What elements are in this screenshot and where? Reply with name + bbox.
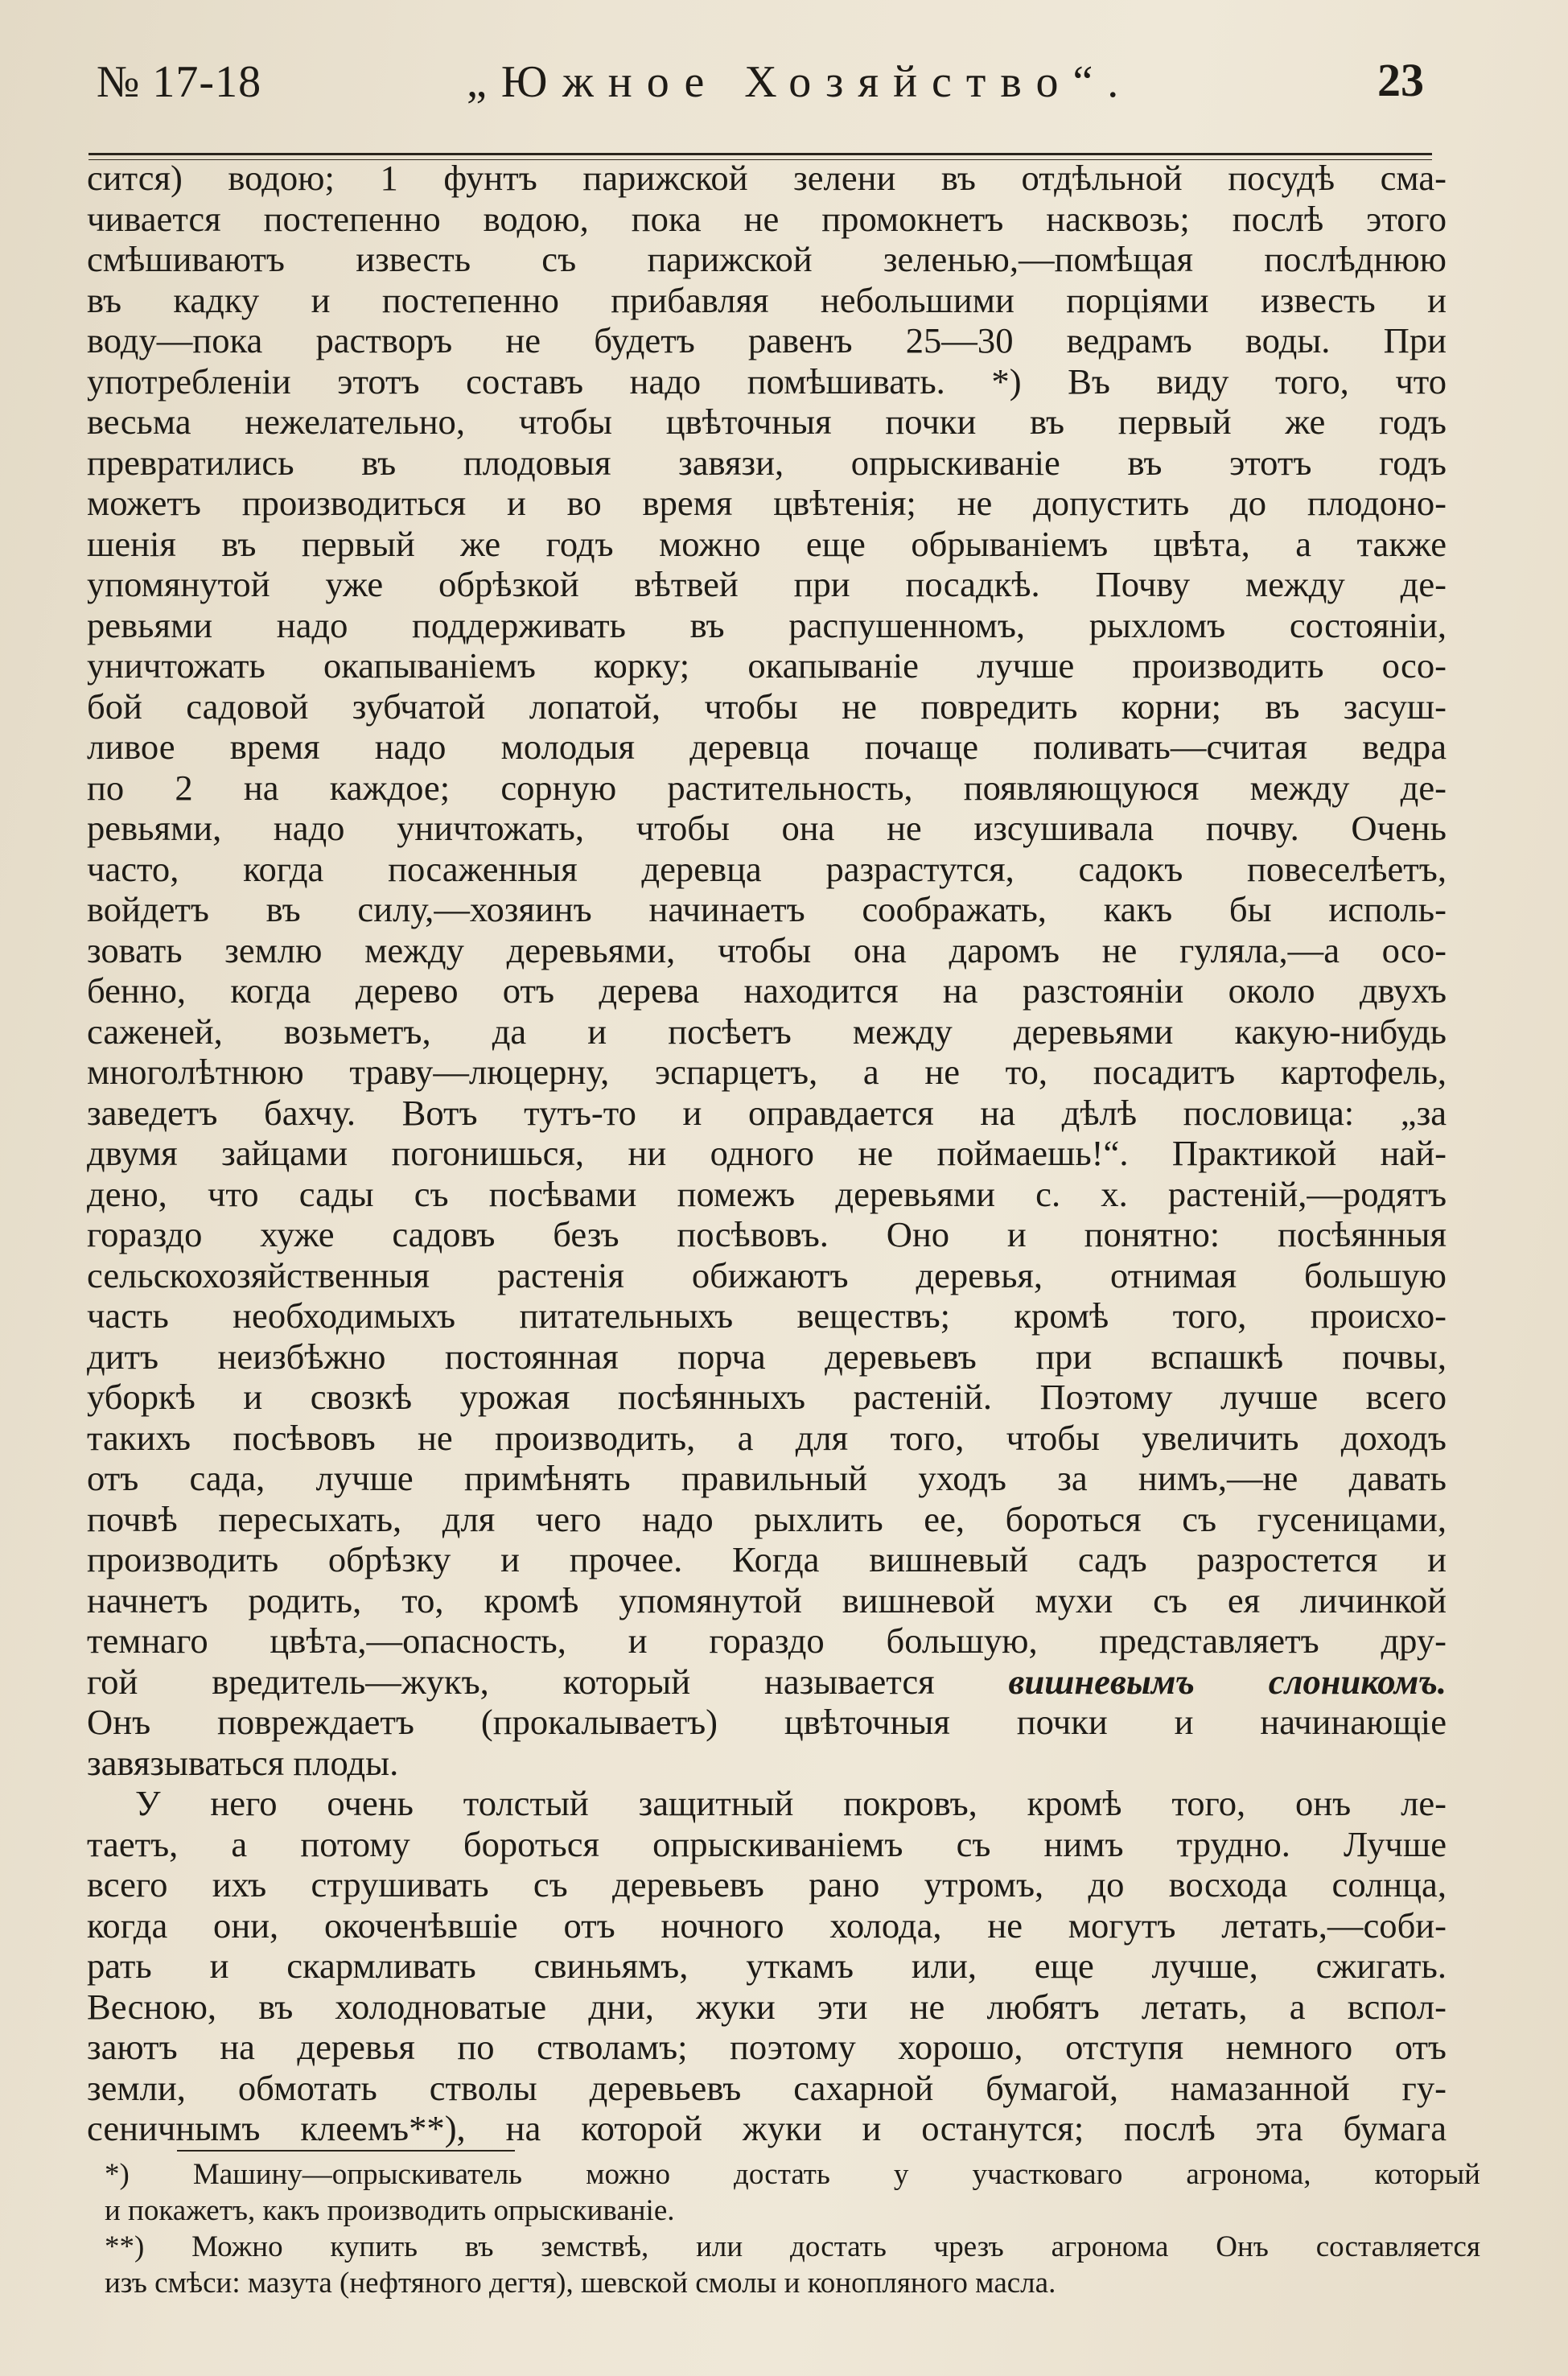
paragraph-1 — [87, 158, 1447, 1783]
text-line-with-term — [87, 1662, 1447, 1703]
text-line: такихъ посѣвовъ не производить, а для того, чтобы увеличить доходъ — [87, 1417, 1447, 1458]
text-line: шенія въ первый же годъ можно еще обрываніемъ цвѣта, а также — [87, 523, 1447, 564]
text-line: завязываться плоды. — [87, 1742, 399, 1783]
text-line: начнетъ родить, то, кромѣ упомянутой вишневой мухи съ ея личинкой — [87, 1579, 1447, 1620]
issue-number: № 17-18 — [97, 57, 262, 107]
text-line: У него очень толстый защитный покровъ, кромѣ того, онъ ле- — [135, 1783, 1447, 1823]
text-line: употребленіи этотъ составъ надо помѣшивать. *) Въ виду того, что — [87, 360, 1447, 401]
text-line: дитъ неизбѣжно постоянная порча деревьевъ при вспашкѣ почвы, — [87, 1336, 1447, 1377]
text-line: сится) водою; 1 фунтъ парижской зелени въ отдѣльной посудѣ сма- — [87, 158, 1447, 198]
text-line: почвѣ пересыхать, для чего надо рыхлить ее, бороться съ гусеницами, — [87, 1498, 1447, 1539]
text-line: войдетъ въ силу,—хозяинъ начинаетъ соображать, какъ бы исполь- — [87, 889, 1447, 929]
text-line: темнаго цвѣта,—опасность, и гораздо большую, представляетъ дру- — [87, 1620, 1447, 1661]
page-number: 23 — [1377, 54, 1424, 106]
text-line: всего ихъ струшивать съ деревьевъ рано утромъ, до восхода солнца, — [87, 1864, 1447, 1905]
text-line: упомянутой уже обрѣзкой вѣтвей при посадкѣ. Почву между де- — [87, 564, 1447, 604]
page-header — [88, 50, 1432, 117]
text-line: уничтожать окапываніемъ корку; окапываніе лучше производить осо- — [87, 645, 1447, 686]
text-line: дено, что сады съ посѣвами помежъ деревьями с. х. растеній,—родятъ — [87, 1173, 1447, 1214]
text-line: двумя зайцами погонишься, ни одного не поймаешь!“. Практикой най- — [87, 1133, 1447, 1173]
text-line: сельскохозяйственныя растенія обижаютъ деревья, отнимая большую — [87, 1254, 1447, 1295]
text-line: въ кадку и постепенно прибавляя небольшими порціями известь и — [87, 279, 1447, 320]
text-line: Онъ повреждаетъ (прокалываетъ) цвѣточныя почки и начинающіе — [87, 1702, 1447, 1742]
text-line: превратились въ плодовыя завязи, опрыскиваніе въ этотъ годъ — [87, 442, 1447, 483]
text-line: сеничнымъ клеемъ**), на которой жуки и останутся; послѣ эта бумага — [87, 2108, 1447, 2148]
text-line: можетъ производиться и во время цвѣтенія; не допустить до плодоно- — [87, 483, 1447, 523]
text-line: Весною, въ холодноватые дни, жуки эти не любятъ летать, а вспол- — [87, 1986, 1447, 2027]
text-line: чивается постепенно водою, пока не промокнетъ насквозь; послѣ этого — [87, 198, 1447, 239]
article-body — [87, 158, 1447, 2149]
text-line: рать и скармливать свиньямъ, уткамъ или, еще лучше, сжигать. — [87, 1946, 1447, 1986]
text-line: воду—пока растворъ не будетъ равенъ 25—30 ведрамъ воды. При — [87, 320, 1447, 360]
header-rule — [88, 153, 1432, 155]
footnote-1: *) Машину—опрыскиватель можно достать у участковаго агронома, который — [105, 2158, 1480, 2191]
journal-title: „Южное Хозяйство“. — [467, 57, 1134, 107]
text-line: ливое время надо молодыя деревца почаще поливать—считая ведра — [87, 727, 1447, 767]
text-line: саженей, возьметъ, да и посѣетъ между деревьями какую-нибудь — [87, 1011, 1447, 1052]
text-line: весьма нежелательно, чтобы цвѣточныя почки въ первый же годъ — [87, 401, 1447, 442]
text-line: по 2 на каждое; сорную растительность, появляющуюся между де- — [87, 767, 1447, 808]
text-line: зовать землю между деревьями, чтобы она даромъ не гуляла,—а осо- — [87, 929, 1447, 970]
footnote-1-cont: и покажетъ, какъ производить опрыскиваніе. — [105, 2194, 675, 2227]
text-line: смѣшиваютъ известь съ парижской зеленью,—помѣщая послѣднюю — [87, 239, 1447, 279]
text-line: бой садовой зубчатой лопатой, чтобы не повредить корни; въ засуш- — [87, 686, 1447, 727]
text-line: когда они, окоченѣвшіе отъ ночного холода, не могутъ летать,—соби- — [87, 1905, 1447, 1946]
text-line: земли, обмотать стволы деревьевъ сахарной бумагой, намазанной гу- — [87, 2067, 1447, 2108]
text-line: многолѣтнюю траву—люцерну, эспарцетъ, а не то, посадитъ картофель, — [87, 1052, 1447, 1092]
text-line: гораздо хуже садовъ безъ посѣвовъ. Оно и понятно: посѣянныя — [87, 1214, 1447, 1254]
text-line: ревьями, надо уничтожать, чтобы она не изсушивала почву. Очень — [87, 808, 1447, 848]
text-line: ревьями надо поддерживать въ распушенномъ, рыхломъ состояніи, — [87, 604, 1447, 645]
italic-term: вишневымъ слоникомъ. — [1008, 1661, 1447, 1702]
footnote-2: **) Можно купить въ земствѣ, или достать чрезъ агронома Онъ составляется — [105, 2230, 1480, 2263]
text-line: заведетъ бахчу. Вотъ тутъ-то и оправдается на дѣлѣ пословица: „за — [87, 1092, 1447, 1133]
text-line: часть необходимыхъ питательныхъ веществъ; кромѣ того, происхо- — [87, 1295, 1447, 1336]
footnote-2-cont: изъ смѣси: мазута (нефтяного дегтя), шевской смолы и конопляного масла. — [105, 2267, 1056, 2300]
footnote-separator — [177, 2150, 515, 2152]
footnotes — [105, 2156, 1480, 2301]
text-fragment: гой вредитель—жукъ, который называется — [87, 1661, 1009, 1702]
text-line: таетъ, а потому бороться опрыскиваніемъ съ нимъ трудно. Лучше — [87, 1823, 1447, 1864]
text-line: бенно, когда дерево отъ дерева находится на разстояніи около двухъ — [87, 970, 1447, 1011]
text-line: уборкѣ и свозкѣ урожая посѣянныхъ растеній. Поэтому лучше всего — [87, 1377, 1447, 1417]
text-line: производить обрѣзку и прочее. Когда вишневый садъ разростется и — [87, 1539, 1447, 1579]
text-line: заютъ на деревья по стволамъ; поэтому хорошо, отступя немного отъ — [87, 2027, 1447, 2067]
text-line: часто, когда посаженныя деревца разрастутся, садокъ повеселѣетъ, — [87, 848, 1447, 889]
paragraph-2 — [87, 1783, 1447, 2149]
text-line: отъ сада, лучше примѣнять правильный уходъ за нимъ,—не давать — [87, 1458, 1447, 1498]
